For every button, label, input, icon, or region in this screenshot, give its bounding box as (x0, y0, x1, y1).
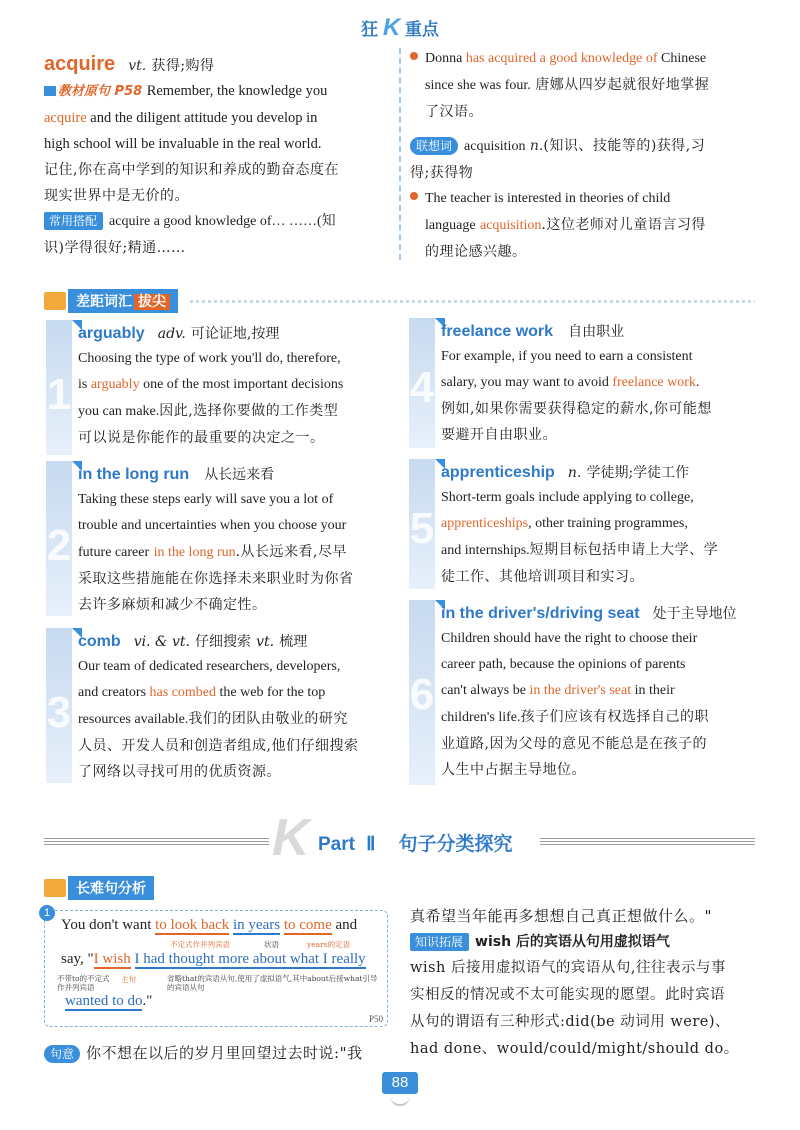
part-title-block (318, 829, 513, 856)
headword: acquire (44, 53, 116, 75)
vocab-section-title: 差距词汇 拔尖 (68, 289, 178, 313)
vocab-translation-line: 徒工作、其他培训项目和实习。 (441, 569, 644, 585)
vocab-highlight: arguably (90, 377, 140, 392)
knowledge-line: had done、would/could/might/should do。 (410, 1041, 739, 1057)
part-label: Part (318, 834, 355, 855)
sentence-number: 1 (39, 905, 55, 921)
vocab-section-header (44, 289, 178, 313)
vocab-translation-line: 要避开自由职业。 (441, 427, 557, 443)
example1-line2-cn: 唐娜从四岁起就很好地掌握 (535, 77, 710, 93)
card-number: 4 (409, 363, 435, 412)
knowledge-label: 知识拓展 (410, 933, 469, 951)
association-meaning-line1: (知识、技能等的)获得,习 (543, 138, 706, 154)
bullet-icon (410, 192, 418, 200)
vocab-example-line: Taking these steps early will save you a lot of (78, 492, 334, 507)
source-sentence-part3: high school will be invaluable in the real world. (44, 136, 322, 152)
association-pos: n. (529, 138, 544, 154)
vocab-highlight: freelance work (612, 375, 696, 390)
vocab-pos: n. (567, 465, 582, 481)
example1-line3-cn: 了汉语。 (425, 104, 483, 120)
vocab-meaning: 从长远来看 (204, 467, 275, 483)
example1-part2: Chinese (661, 51, 707, 66)
vocab-word: in the driver's/driving seat (441, 605, 640, 622)
example1-part1: Donna (425, 51, 463, 66)
vocab-translation-line: 人生中占据主导地位。 (441, 762, 586, 778)
vocab-translation-line: 采取这些措施能在你选择未来职业时为你省 (78, 571, 354, 587)
part-numeral: Ⅱ (366, 834, 376, 855)
headword-pos: vt. (128, 58, 147, 74)
page-ornament (390, 1096, 410, 1106)
knowledge-title: wish 后的宾语从句用虚拟语气 (475, 934, 670, 950)
example1-highlight: has acquired a good knowledge of (465, 51, 658, 66)
card-number: 2 (46, 521, 72, 570)
part-divider-right (540, 837, 755, 845)
collocation-line2: 识)学得很好;精通…… (44, 240, 186, 256)
collocation-line1: acquire a good knowledge of… ……(知 (109, 214, 336, 229)
source-page: P58 (114, 84, 143, 99)
vocab-highlight: has combed (149, 685, 217, 700)
vocab-word: apprenticeship (441, 464, 555, 481)
book-icon (44, 292, 66, 310)
vocab-card: 3 comb vi. & vt. 仔细搜索 vt. 梳理 Our team of dedicated researchers, developers, and creators has combed the web for the top resources available.我们的团队由敬业的研究 人员、开发人员和创造者组成,他们仔细搜索 了网络以寻找可用的优质资源。 (46, 628, 391, 783)
translation-line2: 真希望当年能再多想想自己真正想做什么。" (410, 907, 712, 925)
card-number: 3 (46, 688, 72, 737)
vocab-example-line: Children should have the right to choose their (441, 631, 698, 646)
vocab-card: 1 arguably adv. 可论证地,按理 Choosing the type of work you'll do, therefore, is arguably one of the most important decisions you can make.因此,选择你要做的工作类型 可以说是你能作的最重要的决定之一。 (46, 320, 391, 455)
vocab-meaning: 可论证地,按理 (190, 326, 280, 342)
grammar-note: 主句 (121, 975, 136, 984)
example2-line3-cn: 的理论感兴趣。 (425, 244, 527, 260)
association-word: acquisition (464, 139, 526, 154)
vocab-card: 5 apprenticeship n. 学徒期;学徒工作 Short-term goals include applying to college, apprenticeships, other training programmes, and internships.短期目标包括申请上大学、学 徒工作、其他培训项目和实习。 (409, 459, 759, 589)
vocab-translation-line: 去许多麻烦和减少不确定性。 (78, 597, 267, 613)
part-k-icon: K (272, 809, 310, 867)
grammar-note: years的定语 (307, 940, 351, 949)
example2-line2-cn: .这位老师对儿童语言习得 (541, 217, 706, 233)
vocab-word: arguably (78, 325, 145, 342)
section-stripe (190, 300, 755, 303)
vocab-word: freelance work (441, 323, 554, 340)
headword-meaning: 获得;购得 (151, 58, 215, 74)
vocab-word: in the long run (78, 466, 190, 483)
vocab-pos: vt. (256, 634, 275, 650)
source-sentence-highlight: acquire (44, 110, 87, 126)
source-label: 教材原句 P58 (44, 84, 147, 99)
column-divider (399, 48, 401, 260)
part-divider-left (44, 837, 269, 845)
sentence-part: You don't want (61, 917, 152, 933)
vocab-highlight: in the long run (153, 545, 236, 560)
sentence-highlight: to look back (155, 917, 230, 933)
source-sentence-part2: and the diligent attitude you develop in (90, 110, 318, 126)
grammar-note: 不定式作并列宾语 (170, 940, 230, 949)
vocab-meaning: 处于主导地位 (652, 606, 737, 622)
logo-text-left: 狂 (361, 20, 379, 39)
page-number: 88 (382, 1072, 418, 1094)
vocab-pos: adv. (157, 326, 186, 342)
bullet-icon (410, 52, 418, 60)
sentence-highlight: to come (283, 917, 332, 933)
card-number: 1 (46, 370, 72, 419)
example2-highlight: acquisition (479, 218, 542, 233)
card-number: 5 (409, 504, 435, 553)
example2-line2-part1: language (425, 218, 476, 233)
book-icon (44, 879, 66, 897)
part-title: 句子分类探究 (398, 833, 513, 855)
analysis-section-header (44, 876, 154, 900)
vocab-translation-line: 例如,如果你需要获得稳定的薪水,你可能想 (441, 401, 712, 417)
association-label: 联想词 (410, 137, 458, 155)
vocab-highlight: in the driver's seat (529, 683, 632, 698)
knowledge-line: 从句的谓语有三种形式:did(be 动词用 were)、 (410, 1014, 730, 1030)
vocab-example-line: Short-term goals include applying to college, (441, 490, 694, 505)
vocab-example-line: For example, if you need to earn a consistent (441, 349, 693, 364)
sentence-part: and (335, 917, 358, 933)
vocab-example-line: Our team of dedicated researchers, developers, (78, 659, 341, 674)
vocab-word: comb (78, 633, 121, 650)
book-icon (44, 86, 56, 96)
header-logo (340, 14, 460, 40)
vocab-example-line: career path, because the opinions of parents (441, 657, 686, 672)
logo-k: K (382, 14, 401, 41)
vocab-translation-line: 人员、开发人员和创造者组成,他们仔细搜索 (78, 738, 359, 754)
sentence-part: say, " (61, 951, 94, 967)
page-reference: P50 (368, 1014, 383, 1024)
vocab-card: 2 in the long run 从长远来看 Taking these steps early will save you a lot of trouble and uncertainties when you choose your future career in the long run.从长远来看,尽早 采取这些措施能在你选择未来职业时为你省 去许多麻烦和减少不确定性。 (46, 461, 391, 616)
analysis-box (43, 907, 388, 1027)
translation-label: 句意 (44, 1045, 80, 1063)
knowledge-line: 实相反的情况或不太可能实现的愿望。此时宾语 (410, 987, 725, 1003)
example2-line1: The teacher is interested in theories of child (425, 191, 671, 206)
vocab-translation-line: 业道路,因为父母的意见不能总是在孩子的 (441, 736, 707, 752)
association-meaning-line2: 得;获得物 (410, 165, 474, 181)
grammar-note: 状语 (264, 940, 279, 949)
vocab-translation-line: 了网络以寻找可用的优质资源。 (78, 764, 281, 780)
sentence-part: ." (142, 993, 153, 1009)
vocab-card: 6 in the driver's/driving seat 处于主导地位 Children should have the right to choose their career path, because the opinions of parents can't always be in the driver's seat in their children's life.孩子们应该有权选择自己的职 业道路,因为父母的意见不能总是在孩子的 人生中占据主导地位。 (409, 600, 759, 785)
sentence-clause: wanted to do (65, 993, 143, 1009)
vocab-translation-line: 可以说是你能作的最重要的决定之一。 (78, 430, 325, 446)
vocab-meaning: 仔细搜索 (195, 634, 252, 650)
card-number: 6 (409, 670, 435, 719)
vocab-example-line: trouble and uncertainties when you choose your (78, 518, 347, 533)
logo-text-right: 重点 (404, 20, 439, 39)
sentence-highlight: I wish (93, 951, 131, 967)
sentence-clause: I had thought more about what I really (134, 951, 366, 967)
vocab-example-line: Choosing the type of work you'll do, therefore, (78, 351, 341, 366)
source-translation-line1: 记住,你在高中学到的知识和养成的勤奋态度在 (44, 162, 339, 178)
vocab-card: 4 freelance work 自由职业 For example, if you need to earn a consistent salary, you may want to avoid freelance work. 例如,如果你需要获得稳定的薪水,你可能想 要避开自由职业。 (409, 318, 759, 448)
analysis-translation (44, 1040, 362, 1066)
vocab-highlight: apprenticeships (441, 516, 529, 531)
example1-line2-en: since she was four. (425, 78, 531, 93)
vocab-pos: vi. & vt. (133, 634, 190, 650)
source-translation-line2: 现实世界中是无价的。 (44, 188, 189, 204)
analysis-section-title: 长难句分析 (68, 876, 154, 900)
grammar-note: 省略that的宾语从句,使用了虚拟语气,其中about后接what引导的宾语从句 (167, 974, 378, 992)
vocab-meaning: 梳理 (279, 634, 308, 650)
knowledge-block (410, 904, 760, 1063)
translation-line1: 你不想在以后的岁月里回望过去时说:"我 (86, 1044, 363, 1062)
knowledge-line: wish 后接用虚拟语气的宾语从句,往往表示与事 (410, 960, 727, 976)
vocab-meaning: 学徒期;学徒工作 (586, 465, 690, 481)
vocab-section-tag: 拔尖 (134, 294, 170, 310)
example-block (410, 46, 755, 265)
collocation-label: 常用搭配 (44, 212, 103, 230)
source-sentence-part1: Remember, the knowledge you (146, 83, 328, 99)
vocab-meaning: 自由职业 (568, 324, 625, 340)
headword-block (44, 50, 389, 261)
grammar-note: 不带to的不定式作并列宾语 (57, 974, 110, 992)
sentence-adverbial: in years (233, 917, 281, 933)
